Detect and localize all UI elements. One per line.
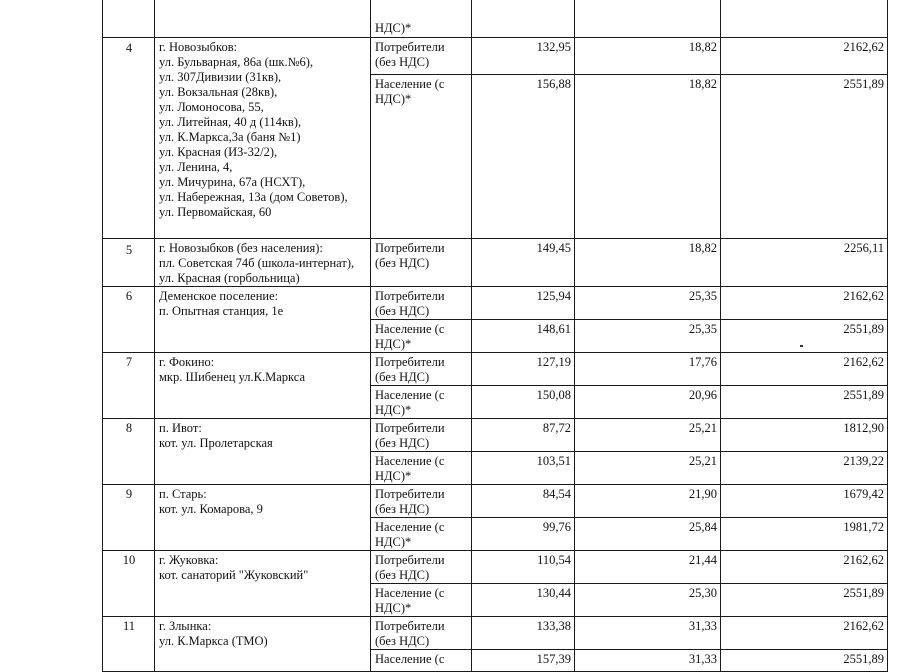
row-number: 4: [125, 41, 133, 55]
row-number-cell: [103, 419, 155, 485]
value-cell: [721, 386, 888, 419]
tariff-table-body: [103, 0, 888, 672]
tariff-value: 149,45: [536, 241, 571, 255]
tariff-value: 2551,89: [843, 586, 884, 600]
tariff-value: 25,30: [688, 586, 717, 600]
consumer-label: Население (с: [375, 652, 445, 666]
table-row: [103, 0, 888, 38]
value-cell: [575, 419, 721, 452]
tariff-value: 133,38: [536, 619, 571, 633]
address-cell: [155, 239, 371, 287]
tariff-value: 1812,90: [843, 421, 884, 435]
tariff-value: 18,82: [688, 40, 717, 54]
consumer-label: Население (с НДС)*: [375, 322, 445, 351]
consumer-label: Население (с НДС)*: [375, 388, 445, 417]
tariff-value: 18,82: [688, 241, 717, 255]
value-cell: [575, 38, 721, 75]
address-line: п. Старь:: [159, 487, 207, 501]
tariff-table: [102, 0, 888, 672]
consumer-label: Потребители (без НДС): [375, 619, 445, 648]
tariff-value: 31,33: [688, 619, 717, 633]
tariff-value: 2551,89: [843, 388, 884, 402]
consumer-cell: [371, 452, 472, 485]
value-cell: [575, 0, 721, 38]
consumer-label: Потребители (без НДС): [375, 355, 445, 384]
tariff-value: 21,90: [688, 487, 717, 501]
value-cell: [575, 287, 721, 320]
tariff-value: 25,21: [688, 421, 717, 435]
consumer-cell: [371, 551, 472, 584]
value-cell: [575, 452, 721, 485]
address-line: кот. ул. Пролетарская: [159, 436, 273, 450]
value-cell: [472, 38, 575, 75]
tariff-value: 148,61: [536, 322, 571, 336]
tariff-value: 18,82: [688, 76, 717, 91]
address-cell: [155, 485, 371, 551]
address-line: ул. Набережная, 13а (дом Советов),: [159, 190, 348, 204]
value-cell: [721, 320, 888, 353]
value-cell: [721, 551, 888, 584]
consumer-cell: [371, 386, 472, 419]
value-cell: [721, 452, 888, 485]
row-number-cell: [103, 353, 155, 419]
address-cell: [155, 287, 371, 353]
row-number: 7: [125, 355, 133, 369]
value-cell: [575, 650, 721, 672]
address-line: ул. Мичурина, 67а (НСХТ),: [159, 175, 306, 189]
value-cell: [721, 617, 888, 650]
tariff-value: 20,96: [688, 388, 717, 402]
address-line: мкр. Шибенец ул.К.Маркса: [159, 370, 306, 384]
address-line: ул. Бульварная, 86а (шк.№6),: [159, 55, 314, 69]
address-cell: [155, 0, 371, 38]
value-cell: [721, 38, 888, 75]
consumer-label: Население (с НДС)*: [375, 520, 445, 549]
address-line: п. Ивот:: [159, 421, 202, 435]
row-number: 5: [125, 243, 133, 257]
tariff-value: 17,76: [688, 355, 717, 369]
tariff-value: 1981,72: [843, 520, 884, 534]
address-cell: [155, 38, 371, 239]
address-line: г. Жуковка:: [159, 553, 219, 567]
consumer-cell: [371, 485, 472, 518]
address-line: ул. К.Маркса (ТМО): [159, 634, 268, 648]
consumer-cell: [371, 239, 472, 287]
row-number: 11: [122, 619, 136, 633]
table-row: [103, 419, 888, 452]
address-line: г. Злынка:: [159, 619, 212, 633]
value-cell: [472, 239, 575, 287]
address-line: ул. Красная (ИЗ-32/2),: [159, 145, 278, 159]
tariff-value: 84,54: [542, 487, 571, 501]
tariff-value: 2162,62: [843, 553, 884, 567]
consumer-label: Население (с НДС)*: [375, 76, 445, 106]
address-line: кот. ул. Комарова, 9: [159, 502, 263, 516]
value-cell: [472, 551, 575, 584]
value-cell: [472, 584, 575, 617]
tariff-value: 125,94: [536, 289, 571, 303]
value-cell: [721, 584, 888, 617]
value-cell: [575, 74, 721, 238]
consumer-label: Потребители (без НДС): [375, 289, 445, 318]
tariff-value: 21,44: [688, 553, 717, 567]
address-line: Деменское поселение:: [159, 289, 279, 303]
consumer-cell: [371, 74, 472, 238]
value-cell: [575, 353, 721, 386]
row-number: 9: [125, 487, 133, 501]
address-line: ул. Ленина, 4,: [159, 160, 233, 174]
consumer-cell: [371, 0, 472, 38]
consumer-cell: [371, 617, 472, 650]
value-cell: [575, 386, 721, 419]
tariff-value: 25,21: [688, 454, 717, 468]
consumer-cell: [371, 650, 472, 672]
tariff-value: 2162,62: [843, 355, 884, 369]
value-cell: [472, 0, 575, 38]
consumer-cell: [371, 584, 472, 617]
tariff-value: 157,39: [536, 652, 571, 666]
value-cell: [472, 518, 575, 551]
address-line: ул. К.Маркса,3а (баня №1): [159, 130, 301, 144]
address-line: ул. Вокзальная (28кв),: [159, 85, 278, 99]
value-cell: [575, 551, 721, 584]
tariff-value: 25,84: [688, 520, 717, 534]
address-line: г. Новозыбков:: [159, 40, 238, 54]
tariff-value: 2551,89: [843, 322, 884, 336]
consumer-label: Потребители (без НДС): [375, 553, 445, 582]
tariff-value: 25,35: [688, 322, 717, 336]
table-row: [103, 287, 888, 320]
value-cell: [472, 617, 575, 650]
tariff-value: 31,33: [688, 652, 717, 666]
row-number-cell: [103, 617, 155, 672]
tariff-value: 25,35: [688, 289, 717, 303]
tariff-value: 2139,22: [843, 454, 884, 468]
address-line: кот. санаторий "Жуковский": [159, 568, 309, 582]
row-number-cell: [103, 0, 155, 38]
tariff-value: 110,54: [537, 553, 571, 567]
table-row: [103, 617, 888, 650]
table-row: [103, 38, 888, 75]
tariff-value: 150,08: [536, 388, 571, 402]
tariff-value: 156,88: [536, 76, 571, 91]
value-cell: [575, 485, 721, 518]
value-cell: [472, 386, 575, 419]
tariff-value: 132,95: [536, 40, 571, 54]
address-cell: [155, 353, 371, 419]
value-cell: [721, 650, 888, 672]
value-cell: [472, 74, 575, 238]
row-number-cell: [103, 287, 155, 353]
consumer-cell: [371, 287, 472, 320]
address-line: ул. Первомайская, 60: [159, 205, 272, 219]
tariff-value: 2162,62: [843, 289, 884, 303]
table-row: [103, 353, 888, 386]
address-line: ул. 307Дивизии (31кв),: [159, 70, 282, 84]
address-cell: [155, 551, 371, 617]
consumer-label: Население (с НДС)*: [375, 586, 445, 615]
consumer-cell: [371, 38, 472, 75]
address-line: г. Новозыбков (без населения):: [159, 241, 323, 255]
table-row: [103, 239, 888, 287]
address-line: ул. Красная (горбольница): [159, 271, 300, 285]
value-cell: [472, 353, 575, 386]
value-cell: [721, 485, 888, 518]
value-cell: [575, 617, 721, 650]
value-cell: [721, 518, 888, 551]
value-cell: [575, 320, 721, 353]
row-number: 8: [125, 421, 133, 435]
address-cell: [155, 419, 371, 485]
tariff-value: 2162,62: [843, 619, 884, 633]
tariff-value: 103,51: [536, 454, 571, 468]
table-row: [103, 485, 888, 518]
value-cell: [575, 584, 721, 617]
row-number-cell: [103, 239, 155, 287]
value-cell: [721, 287, 888, 320]
value-cell: [575, 239, 721, 287]
address-line: ул. Ломоносова, 55,: [159, 100, 264, 114]
row-number-cell: [103, 551, 155, 617]
address-line: г. Фокино:: [159, 355, 215, 369]
consumer-label: НДС)*: [375, 21, 412, 35]
consumer-label: Потребители (без НДС): [375, 487, 445, 516]
value-cell: [721, 353, 888, 386]
tariff-value: 2551,89: [843, 76, 884, 91]
address-line: ул. Литейная, 40 д (114кв),: [159, 115, 302, 129]
tariff-value: 2256,11: [843, 241, 884, 255]
row-number: 6: [125, 289, 133, 303]
consumer-cell: [371, 518, 472, 551]
value-cell: [721, 0, 888, 38]
consumer-cell: [371, 419, 472, 452]
tariff-value: 99,76: [542, 520, 571, 534]
row-number-cell: [103, 485, 155, 551]
value-cell: [575, 518, 721, 551]
value-cell: [472, 650, 575, 672]
value-cell: [472, 287, 575, 320]
consumer-label: Потребители (без НДС): [375, 241, 445, 270]
tariff-value: 87,72: [542, 421, 571, 435]
address-cell: [155, 617, 371, 672]
value-cell: [472, 419, 575, 452]
tariff-value: 127,19: [536, 355, 571, 369]
scan-speck: [800, 345, 803, 347]
tariff-value: 2551,89: [843, 652, 884, 666]
consumer-label: Население (с НДС)*: [375, 454, 445, 483]
tariff-value: 2162,62: [843, 40, 884, 54]
row-number-cell: [103, 38, 155, 239]
row-number: 10: [122, 553, 136, 567]
table-row: [103, 551, 888, 584]
consumer-cell: [371, 320, 472, 353]
value-cell: [721, 419, 888, 452]
tariff-value: 130,44: [536, 586, 571, 600]
consumer-cell: [371, 353, 472, 386]
address-line: пл. Советская 74б (школа-интернат),: [159, 256, 355, 270]
consumer-label: Потребители (без НДС): [375, 421, 445, 450]
consumer-label: Потребители (без НДС): [375, 40, 445, 69]
tariff-value: 1679,42: [843, 487, 884, 501]
address-line: п. Опытная станция, 1е: [159, 304, 284, 318]
value-cell: [472, 452, 575, 485]
value-cell: [721, 74, 888, 238]
value-cell: [472, 485, 575, 518]
value-cell: [721, 239, 888, 287]
value-cell: [472, 320, 575, 353]
